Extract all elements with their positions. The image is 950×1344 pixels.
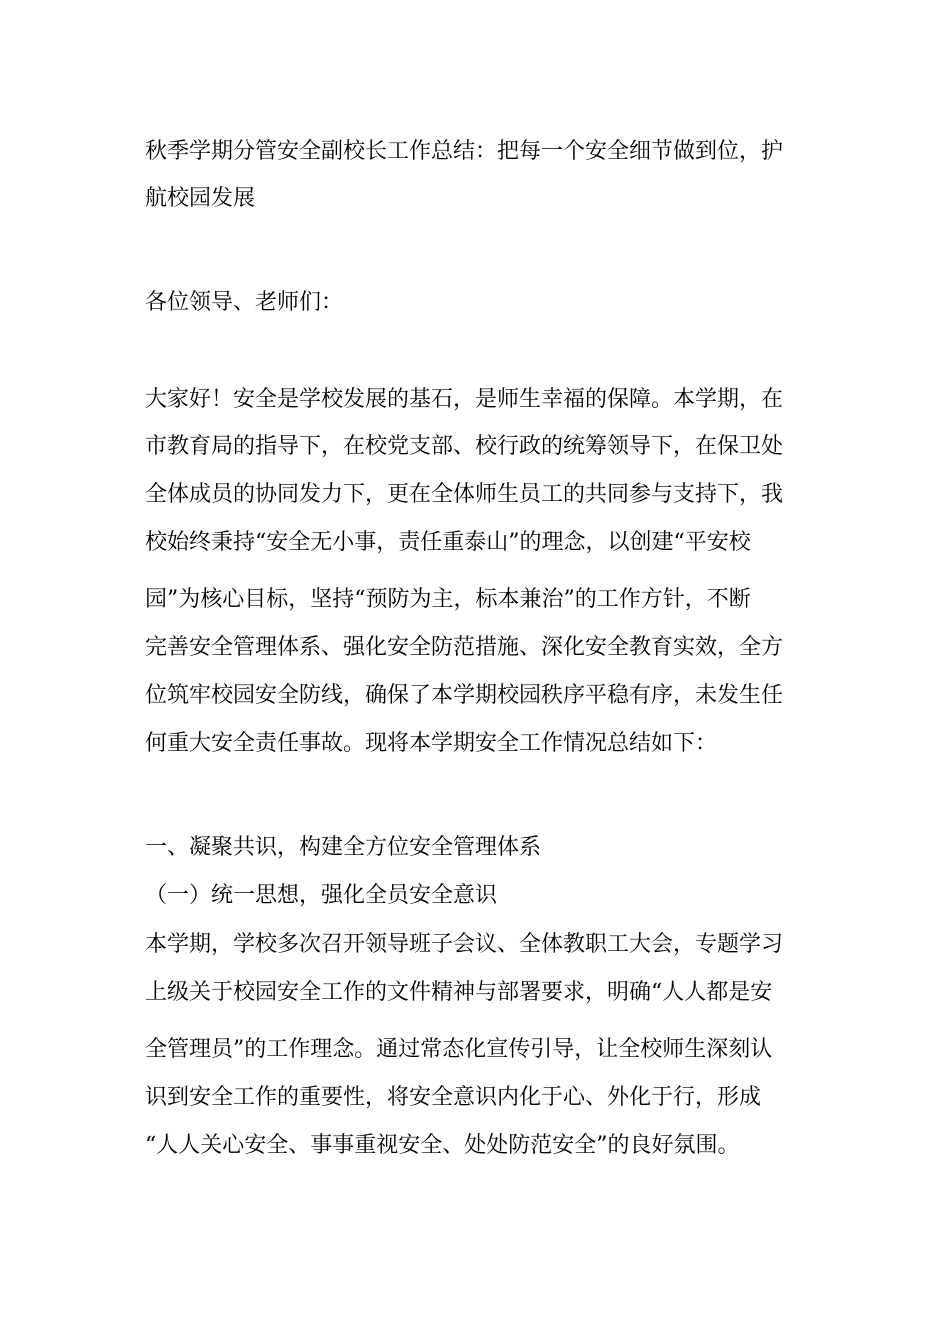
intro-line-1: 大家好！安全是学校发展的基石，是师生幸福的保障。本学期，在 [145,387,784,412]
intro-line-5: 园”为核心目标，坚持“预防为主，标本兼治”的工作方针，不断 [145,587,751,612]
paragraph-line-2: 上级关于校园安全工作的文件精神与部署要求，明确“人人都是安 [145,980,773,1005]
intro-line-4: 校始终秉持“安全无小事，责任重泰山”的理念，以创建“平安校 [145,530,751,555]
intro-line-8: 何重大安全责任事故。现将本学期安全工作情况总结如下： [145,731,718,756]
document-title-line-1: 秋季学期分管安全副校长工作总结：把每一个安全细节做到位，护 [145,139,784,164]
paragraph-line-5: “人人关心安全、事事重视安全、处处防范安全”的良好氛围。 [145,1133,740,1158]
paragraph-line-3: 全管理员”的工作理念。通过常态化宣传引导，让全校师生深刻认 [145,1037,773,1062]
paragraph-line-1: 本学期，学校多次召开领导班子会议、全体教职工大会，专题学习 [145,932,784,957]
paragraph-line-4: 识到安全工作的重要性，将安全意识内化于心、外化于行，形成 [145,1085,762,1110]
intro-line-7: 位筑牢校园安全防线，确保了本学期校园秩序平稳有序，未发生任 [145,683,784,708]
intro-line-2: 市教育局的指导下，在校党支部、校行政的统筹领导下，在保卫处 [145,434,784,459]
section-heading-1: 一、凝聚共识，构建全方位安全管理体系 [145,835,542,860]
intro-line-3: 全体成员的协同发力下，更在全体师生员工的共同参与支持下，我 [145,482,784,507]
intro-line-6: 完善安全管理体系、强化安全防范措施、深化安全教育实效，全方 [145,635,784,660]
salutation: 各位领导、老师们： [145,290,344,315]
document-title-line-2: 航校园发展 [145,186,256,211]
subsection-heading-1: （一）统一思想，强化全员安全意识 [145,883,498,908]
